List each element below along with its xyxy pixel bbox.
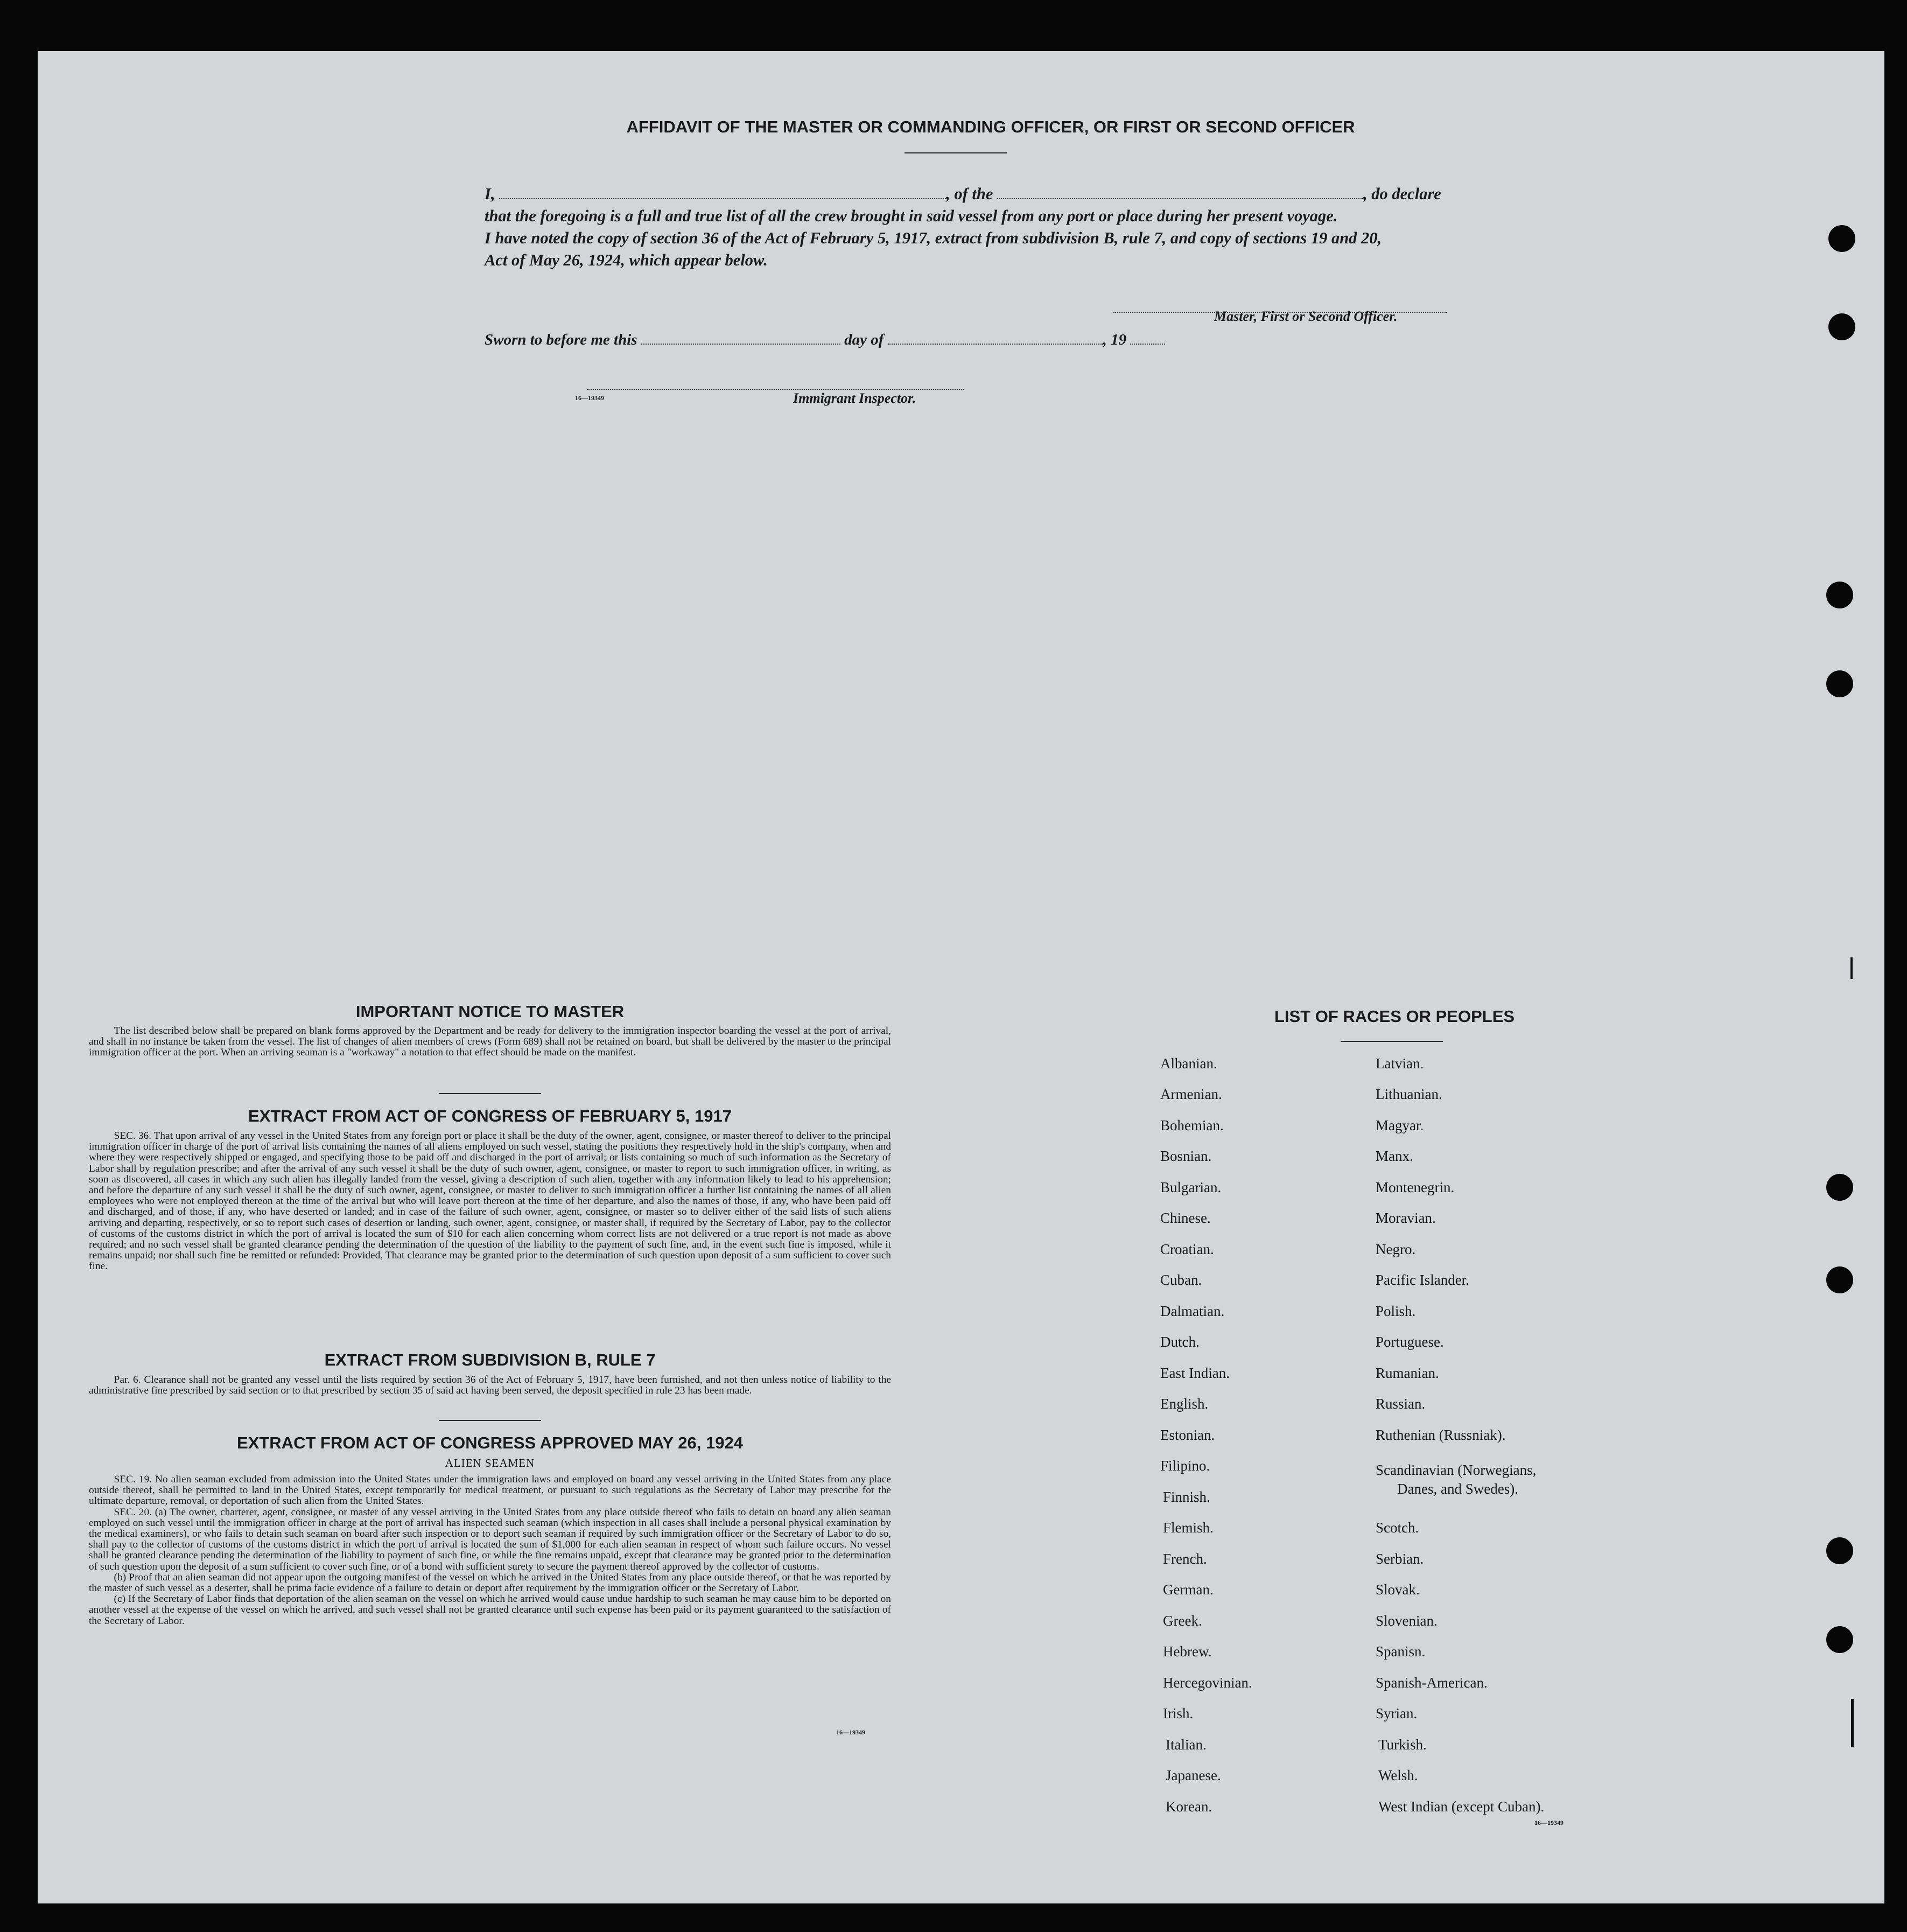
notice-text [89, 1026, 891, 1059]
sworn-month-blank[interactable] [888, 332, 1103, 345]
race-item: Slovak. [1376, 1581, 1420, 1598]
race-item: Flemish. [1163, 1520, 1214, 1536]
race-item: Scotch. [1376, 1520, 1419, 1536]
race-item: East Indian. [1160, 1365, 1230, 1381]
race-item: Irish. [1163, 1705, 1194, 1721]
sworn-year-blank[interactable] [1130, 332, 1165, 345]
race-item: Lithuanian. [1376, 1086, 1442, 1102]
form-sheet [38, 51, 1884, 1903]
rule7-paragraph: Par. 6. Clearance shall not be granted any vessel until the lists required by section 36 of the Act of February 5, 1917, have been furnished, and not then unless notice of liability to the administrative fine prescribed by said section or to that prescribed by section 35 of said act having been served, the deposit specified in rule 23 has been made. [89, 1374, 891, 1397]
race-item: Albanian. [1160, 1055, 1217, 1072]
vessel-blank[interactable] [997, 186, 1363, 199]
year-label: , 19 [1103, 331, 1127, 348]
punch-hole-icon [1826, 670, 1853, 697]
race-item: Magyar. [1376, 1117, 1424, 1133]
sec-20a-paragraph: SEC. 20. (a) The owner, charterer, agent, consignee, or master of any vessel arriving in the United States from any place outside thereof who fails to detain on board any alien seaman employed on such vessel until the immigration officer in charge at the port of arrival has inspected such seaman (which inspection in all cases shall include a personal physical examination by the medical examiners), or who fails to detain such seaman on board after such inspection or to deport such seaman if required by such immigration officer or the Secretary of Labor to do so, shall pay to the collector of customs of the customs district in which the port of arrival is located the sum of $1,000 for each alien seaman in respect of whom such failure occurs. No vessel shall be granted clearance pending the determination of the liability to payment of such fine, or while the fine remains unpaid, except that clearance may be granted prior to the determination of such question upon the deposit of a sum sufficient to cover such fine, or of a bond with sufficient surety to secure the payment thereof approved by the collector of customs. [89, 1506, 891, 1572]
sworn-line [485, 331, 1165, 349]
race-item: Turkish. [1378, 1737, 1427, 1753]
race-item: English. [1160, 1396, 1209, 1412]
race-item: Rumanian. [1376, 1365, 1439, 1381]
race-item: Finnish. [1163, 1489, 1210, 1505]
race-item: Filipino. [1160, 1458, 1210, 1474]
race-item: German. [1163, 1581, 1214, 1598]
affidavit-title: AFFIDAVIT OF THE MASTER OR COMMANDING OFFICER, OR FIRST OR SECOND OFFICER [626, 117, 1355, 136]
sec-20b-paragraph: (b) Proof that an alien seaman did not appear upon the outgoing manifest of the vessel on which he arrived in the United States from any place outside thereof, or that he was reported by the master of such vessel as a deserter, shall be prima facie evidence of a failure to detain or deport after requirement by the immigration officer or the Secretary of Labor. [89, 1571, 891, 1594]
extract-form-number: 16—19349 [836, 1728, 865, 1736]
punch-hole-icon [1826, 1174, 1853, 1201]
declaration-do-declare: , do declare [1363, 185, 1441, 203]
declaration-text [485, 183, 1561, 271]
extract-1917-paragraph: SEC. 36. That upon arrival of any vessel in the United States from any foreign port or place it shall be the duty of the owner, agent, consignee, or master thereof to deliver to the principal immigration officer in charge of the port of arrival lists containing the names of all aliens employed on such vessel, stating the positions they respectively hold in the ship's company, when and where they were respectively shipped or engaged, and specifying those to be paid off and discharged in the port of arrival; or lists containing so much of such information as the Secretary of Labor shall by regulation prescribe; and after the arrival of any such vessel it shall be the duty of such owner, agent, consignee, or master to report to such immigration officer, in writing, as soon as discovered, all cases in which any such alien has illegally landed from the vessel, giving a description of such alien, together with any information likely to lead to his apprehension; and before the departure of any such vessel it shall be the duty of such owner, agent, consignee, or master to deliver to such immigration officer a further list containing the names of all alien employees who were not employed thereon at the time of the arrival but who will leave port thereon at the time of her departure, and also the names of those, if any, who have been paid off and discharged, and of those, if any, who have deserted or landed; and in case of the failure of such owner, agent, consignee, or master so to deliver either of the said lists of such aliens arriving and departing, respectively, or so to report such cases of desertion or landing, such owner, agent, consignee, or master shall, if required by the Secretary of Labor, pay to the collector of customs of the customs district in which the port of arrival is located the sum of $10 for each alien concerning whom correct lists are not delivered or a true report is not made as above required; and no such vessel shall be granted clearance pending the determination of the question of the liability to the payment of such fine, and, in the event such fine is imposed, while it remains unpaid; nor shall such fine be remitted or refunded: Provided, That clearance may be granted prior to the determination of such question upon deposit of a sum sufficient to cover such fine. [89, 1130, 891, 1272]
declaration-i: I, [485, 185, 495, 203]
race-item: Spanish-American. [1376, 1675, 1488, 1691]
punch-hole-icon [1828, 225, 1855, 252]
sworn-day-blank[interactable] [641, 332, 840, 345]
race-item: Scandinavian (Norwegians, [1376, 1462, 1537, 1478]
race-item: Montenegrin. [1376, 1179, 1455, 1195]
race-item: Manx. [1376, 1148, 1413, 1164]
race-item: Polish. [1376, 1303, 1416, 1319]
name-blank[interactable] [499, 186, 946, 199]
race-item: Greek. [1163, 1613, 1202, 1629]
race-item: Spanisn. [1376, 1643, 1426, 1660]
rule7-text [89, 1375, 891, 1396]
race-item: Chinese. [1160, 1210, 1211, 1226]
race-item: Japanese. [1166, 1767, 1221, 1783]
races-form-number: 16—19349 [1534, 1819, 1564, 1826]
race-item: Bosnian. [1160, 1148, 1212, 1164]
race-item: Croatian. [1160, 1241, 1214, 1257]
races-divider [1341, 1041, 1443, 1042]
scan-mark [1850, 957, 1853, 979]
notice-paragraph: The list described below shall be prepared on blank forms approved by the Department and be ready for delivery to the immigration inspector boarding the vessel at the port of arrival, and shall in no instance be taken from the vessel. The list of changes of alien members of crews (Form 689) shall not be retained on board, but shall be delivered by the master to the principal immigration officer at the port. When an arriving seaman is a "workaway" a notation to that effect should be made on the manifest. [89, 1025, 891, 1059]
rule7-divider [439, 1420, 541, 1421]
race-item: Dutch. [1160, 1334, 1200, 1350]
notice-title: IMPORTANT NOTICE TO MASTER [355, 1002, 625, 1021]
declaration-line-3: I have noted the copy of section 36 of the Act of February 5, 1917, extract from subdivision B, rule 7, and copy of sections 19 and 20, [485, 229, 1382, 247]
inspector-label: Immigrant Inspector. [793, 390, 916, 406]
form-number: 16—19349 [575, 394, 604, 402]
race-item: Danes, and Swedes). [1397, 1481, 1518, 1497]
race-item: Syrian. [1376, 1705, 1418, 1721]
race-item: Estonian. [1160, 1427, 1215, 1443]
sec-20c-paragraph: (c) If the Secretary of Labor finds that deportation of the alien seaman on the vessel on which he arrived would cause undue hardship to such seaman he may cause him to be deported on another vessel at the expense of the vessel on which he arrived, and such vessel shall not be granted clearance until such expense has been paid or its payment guaranteed to the satisfaction of the Secretary of Labor. [89, 1593, 891, 1627]
race-item: Ruthenian (Russniak). [1376, 1427, 1506, 1443]
extract-1917-title: EXTRACT FROM ACT OF CONGRESS OF FEBRUARY 5, 1917 [248, 1107, 732, 1125]
punch-hole-icon [1828, 313, 1855, 340]
race-item: Russian. [1376, 1396, 1426, 1412]
race-item: Hercegovinian. [1163, 1675, 1252, 1691]
race-item: Bohemian. [1160, 1117, 1224, 1133]
declaration-line-2: that the foregoing is a full and true list of all the crew brought in said vessel from any port or place during her present voyage. [485, 207, 1338, 225]
race-item: Italian. [1166, 1737, 1207, 1753]
extract-1917-text [89, 1131, 891, 1272]
day-of-label: day of [844, 331, 884, 348]
punch-hole-icon [1826, 1626, 1853, 1653]
race-item: Armenian. [1160, 1086, 1222, 1102]
declaration-of-the: , of the [946, 185, 993, 203]
race-item: Hebrew. [1163, 1643, 1212, 1660]
inspector-signature-line[interactable] [587, 377, 964, 390]
scan-mark [1851, 1699, 1854, 1747]
race-item: Dalmatian. [1160, 1303, 1225, 1319]
sworn-label: Sworn to before me this [485, 331, 637, 348]
race-item: Portuguese. [1376, 1334, 1444, 1350]
race-item: Moravian. [1376, 1210, 1436, 1226]
race-item: Cuban. [1160, 1272, 1202, 1288]
race-item: Serbian. [1376, 1551, 1424, 1567]
extract-1924-title: EXTRACT FROM ACT OF CONGRESS APPROVED MAY 26, 1924 [237, 1433, 743, 1452]
master-signature-label: Master, First or Second Officer. [1214, 309, 1398, 324]
race-item: French. [1163, 1551, 1207, 1567]
race-item: Negro. [1376, 1241, 1416, 1257]
punch-hole-icon [1826, 582, 1853, 608]
rule7-title: EXTRACT FROM SUBDIVISION B, RULE 7 [324, 1350, 656, 1369]
races-title: LIST OF RACES OR PEOPLES [1274, 1007, 1515, 1026]
race-item: Bulgarian. [1160, 1179, 1222, 1195]
punch-hole-icon [1826, 1537, 1853, 1564]
title-divider [905, 152, 1007, 153]
race-item: Welsh. [1378, 1767, 1418, 1783]
race-item: Latvian. [1376, 1055, 1424, 1072]
punch-hole-icon [1826, 1266, 1853, 1293]
extract-1924-text [89, 1474, 891, 1627]
notice-divider [439, 1093, 541, 1094]
sec-19-paragraph: SEC. 19. No alien seaman excluded from admission into the United States under the immigration laws and employed on board any vessel arriving in the United States from any place outside thereof, shall be permitted to land in the United States, except temporarily for medical treatment, or pursuant to such regulations as the Secretary of Labor may prescribe for the ultimate departure, removal, or deportation of such alien from the United States. [89, 1474, 891, 1507]
race-item: West Indian (except Cuban). [1378, 1798, 1545, 1815]
race-item: Pacific Islander. [1376, 1272, 1469, 1288]
alien-seamen-subtitle: ALIEN SEAMEN [445, 1457, 535, 1469]
race-item: Korean. [1166, 1798, 1212, 1815]
declaration-line-4: Act of May 26, 1924, which appear below. [485, 251, 768, 269]
race-item: Slovenian. [1376, 1613, 1438, 1629]
